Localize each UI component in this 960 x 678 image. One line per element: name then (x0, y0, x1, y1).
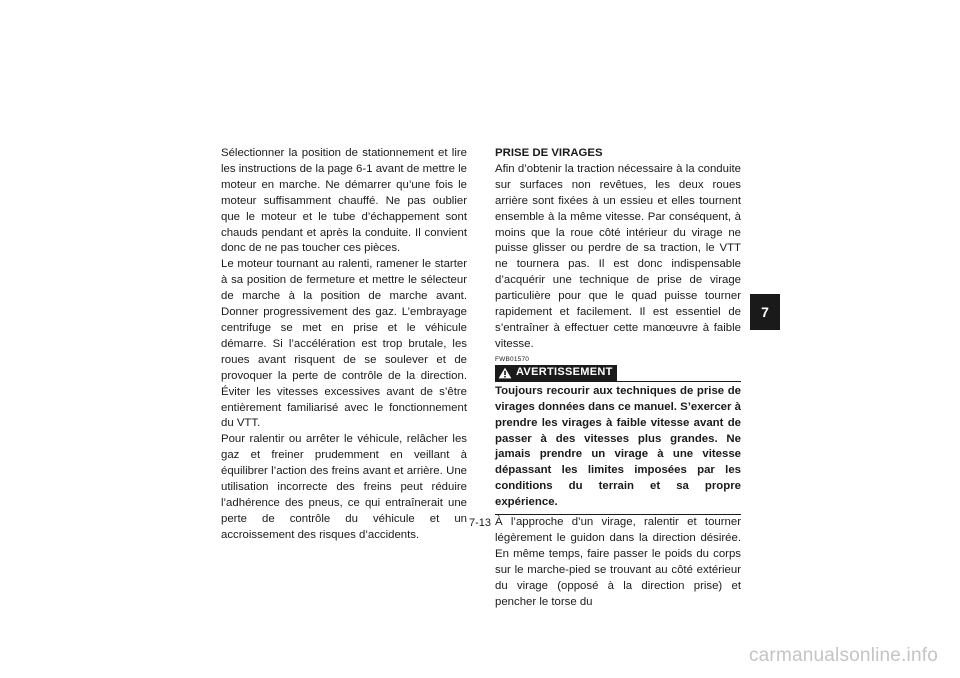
warning-header (495, 364, 741, 382)
left-column (221, 146, 467, 544)
watermark: carmanualsonline.info (748, 645, 938, 666)
chapter-tab: 7 (750, 294, 780, 330)
page-number: 7-13 (468, 517, 492, 529)
body-paragraph: Afin d’obtenir la traction nécessaire à la conduite sur surfaces non revêtues, les deux roues arrière sont fixées à un essieu et elles tournent ensemble à la même vitesse. Par conséquent, à moins que la roue côté intérieur du virage ne puisse glisser ou perdre de sa traction, le VTT ne tournera pas. Il est donc indispensable d’acquérir une technique de prise de virage particulière pour que le quad puisse tourner rapidement et facilement. Il est essentiel de s’entraîner à effectuer cette manœuvre à faible vitesse. (495, 162, 741, 350)
body-paragraph: Sélectionner la position de stationnement et lire les instructions de la page 6-1 avant de mettre le moteur en marche. Ne démarrer qu’une fois le moteur suffisamment chauffé. Ne pas oublier que le moteur et le tube d’échappement sont chauds pendant et après la conduite. Il convient donc de ne pas toucher ces pièces. (221, 147, 467, 255)
body-paragraph: Pour ralentir ou arrêter le véhicule, relâcher les gaz et freiner prudemment en veillant à équilibrer l’action des freins avant et arrière. Une utilisation incorrecte des freins peut réduire l’adhérence des pneus, ce qui entraînerait une perte de contrôle du véhicule et un accroissement des risques d’accidents. (221, 433, 467, 541)
body-paragraph: À l’approche d’un virage, ralentir et tourner légèrement le guidon dans la direction désirée. En même temps, faire passer le poids du corps sur le marche-pied se trouvant au côté extérieur du virage (opposé à la direction prise) et pencher le torse du (495, 516, 741, 608)
warning-triangle-icon (498, 367, 512, 379)
body-paragraph: Le moteur tournant au ralenti, ramener le starter à sa position de fermeture et mettre le sélecteur de marche à la position de marche avant. Donner progressivement des gaz. L’embrayage centrifuge se met en prise et le véhicule démarre. Si l’accélération est trop brutale, les roues avant risquent de se soulever et de provoquer la perte de contrôle de la direction. Éviter les vitesses excessives avant de s’être entièrement familiarisé avec le fonctionnement du VTT. (221, 258, 467, 430)
warning-code: FWB01570 (495, 355, 530, 363)
warning-text: Toujours recourir aux techniques de prise de virages données dans ce manuel. S’exercer à prendre les virages à faible vitesse avant de passer à des vitesses plus grandes. Ne jamais prendre un virage à une vitesse dépassant les limites imposées par les conditions du terrain et sa propre expérience. (495, 384, 741, 515)
right-column (495, 146, 741, 610)
section-heading: PRISE DE VIRAGES (495, 147, 603, 159)
warning-badge (495, 365, 621, 381)
warning-label: AVERTISSEMENT (516, 365, 613, 378)
